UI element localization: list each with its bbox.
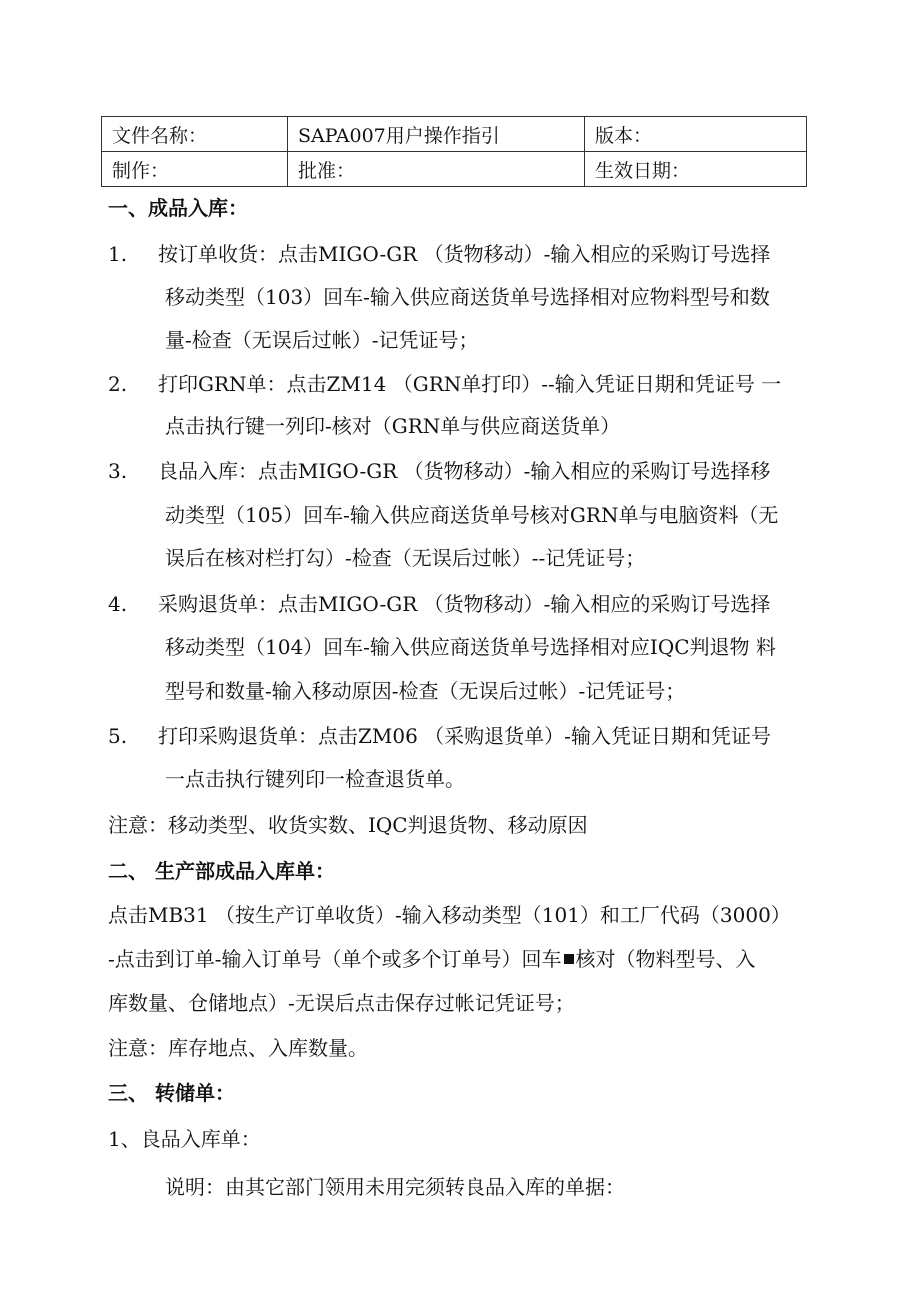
item4-number: 4.	[108, 592, 128, 616]
section2-note: 注意：库存地点、入库数量。	[108, 1036, 368, 1060]
item2-line1: 打印GRN单：点击ZM14 （GRN单打印）--输入凭证日期和凭证号 一	[158, 372, 782, 396]
section1-note: 注意：移动类型、收货实数、IQC判退货物、移动原因	[108, 813, 588, 837]
item5-line2: 一点击执行键列印一检查退货单。	[165, 767, 465, 791]
section2-line1: 点击MB31 （按生产订单收货）-输入移动类型（101）和工厂代码（3000）	[108, 903, 791, 927]
item2-number: 2.	[108, 372, 128, 396]
effective-date-label: 生效日期：	[585, 152, 807, 187]
item4-line3: 型号和数量-输入移动原因-检查（无误后过帐）-记凭证号；	[165, 679, 686, 703]
approver-label: 批准：	[288, 152, 585, 187]
doc-name-label: 文件名称：	[102, 117, 288, 152]
section2-line2-part2: 核对（物料型号、入	[575, 947, 756, 971]
item4-line2: 移动类型（104）回车-输入供应商送货单号选择相对应IQC判退物 料	[165, 635, 776, 659]
item3-number: 3.	[108, 459, 128, 483]
item4-line1: 采购退货单：点击MIGO-GR （货物移动）-输入相应的采购订号选择	[158, 592, 771, 616]
item5-line1: 打印采购退货单：点击ZM06 （采购退货单）-输入凭证日期和凭证号	[158, 724, 771, 748]
item3-line1: 良品入库：点击MIGO-GR （货物移动）-输入相应的采购订号选择移	[158, 459, 771, 483]
item3-line2: 动类型（105）回车-输入供应商送货单号核对GRN单与电脑资料（无	[165, 503, 779, 527]
section2-title: 二、 生产部成品入库单：	[108, 859, 335, 883]
section3-title: 三、 转储单：	[108, 1081, 235, 1105]
item1-number: 1.	[108, 242, 128, 266]
section3-item1: 1、良品入库单：	[108, 1127, 261, 1151]
item1-line2: 移动类型（103）回车-输入供应商送货单号选择相对应物料型号和数	[165, 285, 770, 309]
author-label: 制作：	[102, 152, 288, 187]
item5-number: 5.	[108, 724, 128, 748]
document-header-table	[101, 116, 807, 187]
item2-line2: 点击执行键一列印-核对（GRN单与供应商送货单）	[165, 414, 621, 438]
section2-line3: 库数量、仓储地点）-无误后点击保存过帐记凭证号；	[108, 991, 575, 1015]
item1-line1: 按订单收货：点击MIGO-GR （货物移动）-输入相应的采购订号选择	[158, 242, 771, 266]
section1-title: 一、成品入库：	[108, 196, 248, 220]
header-row-2	[102, 152, 807, 187]
item3-line3: 误后在核对栏打勾）-检查（无误后过帐）--记凭证号；	[165, 546, 646, 570]
item1-line3: 量-检查（无误后过帐）-记凭证号；	[165, 328, 479, 352]
section2-line2-part1: -点击到订单-输入订单号（单个或多个订单号）回车	[108, 947, 562, 971]
section2-line2	[108, 944, 756, 974]
square-bullet-icon	[564, 954, 574, 964]
doc-name-value: SAPA007用户操作指引	[288, 117, 585, 152]
section3-desc: 说明：由其它部门领用未用完须转良品入库的单据：	[165, 1175, 625, 1199]
version-label: 版本：	[585, 117, 807, 152]
header-row-1	[102, 117, 807, 152]
